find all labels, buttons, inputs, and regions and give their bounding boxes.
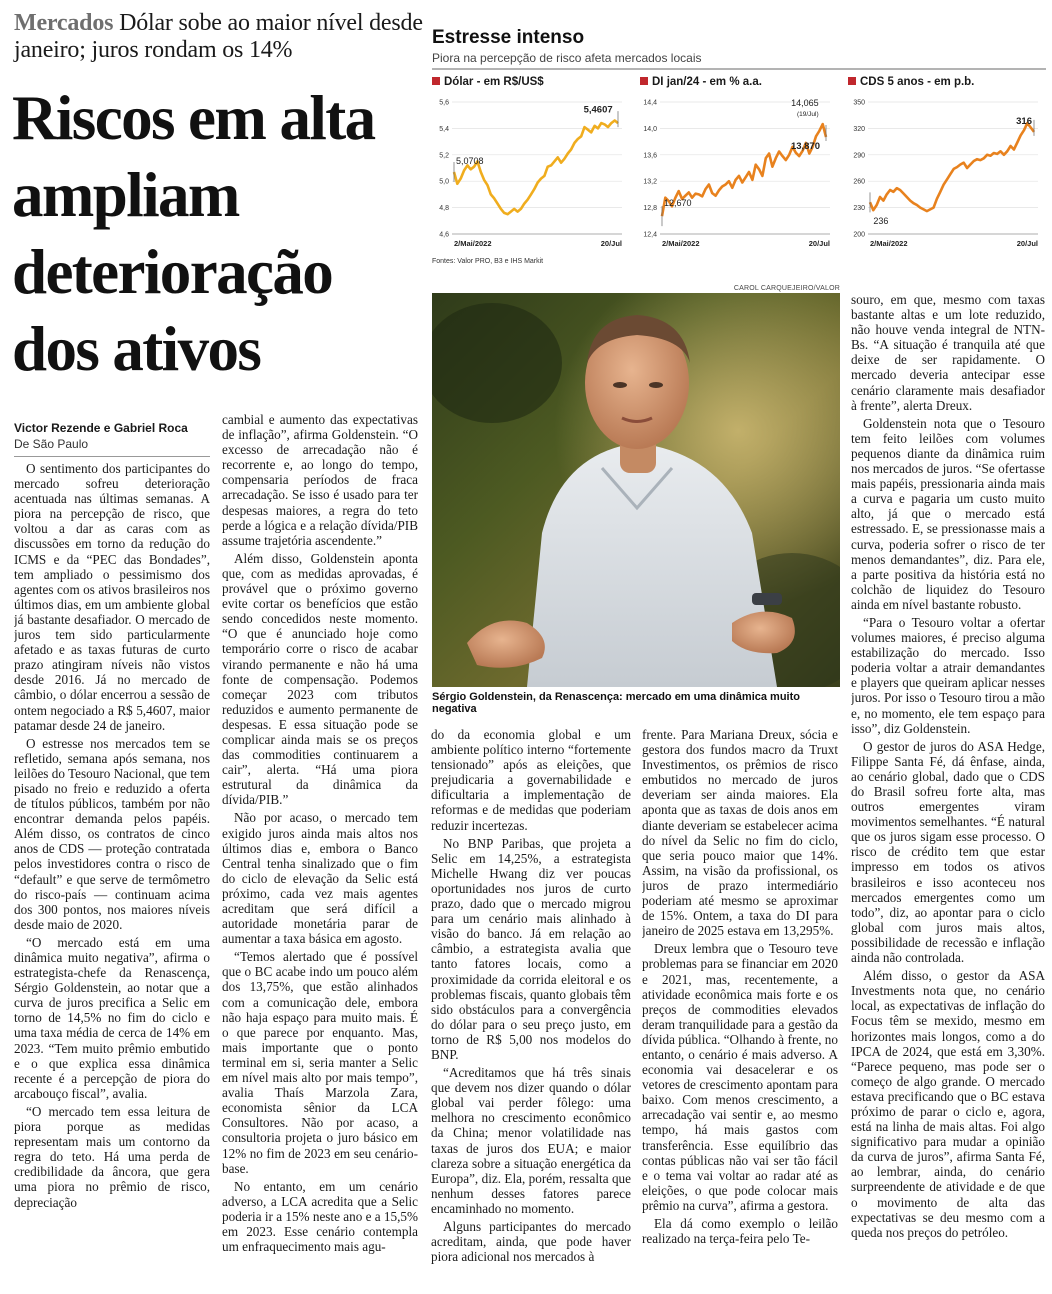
paragraph: “Acreditamos que há três sinais que devem nos dizer quando o dólar global vai perder fôlego: uma melhora no crescimento econômico da China; menor volatilidade nas taxas de juros dos EUA; e maior clareza sobre a situação energética da Europa”, diz. Ela, porém, ressalta que nenhum desses fatores parece encaminhado no momento. [431, 1065, 631, 1216]
byline: Victor Rezende e Gabriel Roca [14, 421, 188, 435]
data-label: 236 [873, 216, 889, 227]
article-column-2 [222, 412, 418, 1283]
kicker-line [14, 10, 426, 64]
infographic-title: Estresse intenso [432, 27, 585, 48]
chart-dolar-plot [432, 94, 628, 254]
article-column-1 [14, 461, 210, 1283]
data-label: (19/Jul) [796, 111, 819, 119]
data-label: 316 [1016, 115, 1032, 127]
y-tick-label: 5,6 [439, 99, 449, 107]
paragraph: cambial e aumento das expectativas de inflação”, afirma Goldenstein. “O excesso de arrecadação não é recorrente e, ao longo do tempo, compensaria períodos de fraca arrecadação. Se isso é usado para ter despesas maiores, a regra do teto perde a lógica e a relação dívida/PIB assume trajetória ascendente.” [222, 412, 418, 548]
chart-marker-icon [640, 77, 648, 85]
paragraph: Ela dá como exemplo o leilão realizado na terça-feira pelo Te- [642, 1216, 838, 1247]
x-tick-label: 2/Mai/2022 [454, 239, 492, 248]
y-tick-label: 290 [853, 152, 865, 160]
paragraph: O estresse nos mercados tem se refletido, semana após semana, nos leilões do Tesouro Nacional, que tem pisado no freio e reduzido a oferta de títulos públicos, também por não encontrar demanda pelos papéis. Além disso, os contratos de cinco anos de CDS — proteção contratada pelos investidores contra o risco de “default” e que serve de termômetro do risco-país — continuam acima dos 300 pontos, nos maiores níveis desde maio de 2020. [14, 735, 210, 932]
headline: Riscos em alta ampliam deterioração dos ativos [12, 83, 375, 384]
chart-di [640, 74, 840, 256]
paragraph: Alguns participantes do mercado acreditam, ainda, que pode haver piora adicional nos mercados à [431, 1219, 631, 1265]
y-tick-label: 13,6 [643, 152, 657, 160]
y-tick-label: 5,0 [439, 178, 449, 186]
paragraph: O gestor de juros do ASA Hedge, Filippe Santa Fé, dá ênfase, ainda, ao cenário global, dado que o CDS do Brasil sofreu forte alta, mas outros emergentes viram movimentos semelhantes. “É natural que os juros sigam esse processo. O risco de crédito tem que estar impresso em todos os ativos brasileiros e isso aconteceu nos mercados emergentes como um todo”, diz, ao apontar para o ciclo global com juros mais altos, possibilidade de recessão e inflação ainda não controlada. [851, 738, 1045, 966]
photo [432, 293, 840, 687]
infographic-subtitle: Piora na percepção de risco afeta mercados locais [432, 51, 702, 65]
paragraph: Além disso, o gestor da ASA Investments nota que, no cenário local, as expectativas de inflação do Focus têm se mexido, mesmo em horizontes mais longos, como a do IPCA de 2024, que está em 3,30%. “Parece pequeno, mas pode ser o começo de algo grande. O mercado estava precificando que o BC estava próximo de parar o ciclo e, agora, está na linha de mais altas. Foi algo significativo para mudar a opinião da curva de juros”, afirma Santa Fé, ao lembrar, ainda, do cenário surpreendente de atividade e de que o movimento de alta das expectativas se deu mesmo com a queda nos preços do petróleo. [851, 968, 1045, 1240]
data-label: 5,0708 [456, 155, 484, 166]
paragraph: Não por acaso, o mercado tem exigido juros ainda mais altos nos últimos dias e, embora o Banco Central tenha sinalizado que o fim do ciclo de elevação da Selic está próximo, cada vez mais agentes acreditam que será difícil a autoridade monetária parar de aumentar a taxa básica em agosto. [222, 810, 418, 947]
paragraph: “Temos alertado que é possível que o BC acabe indo um pouco além dos 13,75%, que estão alinhados com a comunicação dele, embora não haja espaço para muito mais. É o que parece por enquanto. Mas, mais importante que o ponto terminal em si, seria manter a Selic em nível mais alto por mais tempo”, avalia Thaís Marzola Zara, economista sênior da LCA Consultores. Não por acaso, a consultoria projeta o juro básico em 12% no fim de 2023 em seu cenário-base. [222, 949, 418, 1176]
chart-title: DI jan/24 - em % a.a. [640, 76, 762, 88]
chart-cds [848, 74, 1048, 256]
kicker-text: Dólar sobe ao maior nível desde janeiro; juros rondam os 14% [14, 10, 423, 63]
y-tick-label: 12,8 [643, 205, 657, 213]
byline-divider [14, 456, 210, 457]
x-tick-label: 20/Jul [808, 239, 830, 248]
y-tick-label: 4,6 [439, 231, 449, 239]
section-name: Mercados [14, 10, 114, 36]
chart-title: Dólar - em R$/US$ [432, 76, 544, 88]
series-line [870, 123, 1034, 211]
portrait-image [432, 293, 840, 687]
chart-cds-plot [848, 94, 1044, 254]
y-tick-label: 4,8 [439, 205, 449, 213]
paragraph: souro, em que, mesmo com taxas bastante altas e um lote reduzido, não houve venda integral de NTN-Bs. “A situação é tranquila até que deixe de ser rapidamente. O mercado deveria antecipar esse cenário claramente mais desafiador à frente”, alerta Dreux. [851, 292, 1045, 413]
x-tick-label: 20/Jul [600, 239, 622, 248]
chart-di-plot [640, 94, 836, 254]
x-tick-label: 20/Jul [1016, 239, 1038, 248]
y-tick-label: 12,4 [643, 231, 657, 239]
paragraph: “O mercado está em uma dinâmica muito negativa”, afirma o estrategista-chefe da Renascença, Sérgio Goldenstein, ao notar que a curva de juros precifica a Selic em torno de 14,5% no fim do ciclo e uma taxa média de cerca de 14% em 2023. “Tem muito prêmio embutido e o que explica essa dinâmica recente é a percepção de piora do arcabouço fiscal”, avalia. [14, 934, 210, 1101]
data-label: 5,4607 [583, 104, 613, 116]
paragraph: Dreux lembra que o Tesouro teve problemas para se financiar em 2020 e 2021, mas, recentemente, a atividade econômica mais forte e os preços de commodities elevados deram tranquilidade para a gestão da dívida pública. “Olhando à frente, no entanto, o cenário é mais adverso. A economia vai desacelerar e os vetores de crescimento apontam para baixo. Com menos crescimento, a arrecadação vai sentir e, ao mesmo tempo, há mais gastos com transferência. Esse equilíbrio das contas públicas não vai ser tão fácil e o tema vai voltar ao radar até as eleições, o que pode colocar mais prêmio na curva”, afirma a gestora. [642, 941, 838, 1213]
y-tick-label: 13,2 [643, 178, 657, 186]
chart-marker-icon [432, 77, 440, 85]
y-tick-label: 5,2 [439, 152, 449, 160]
chart-sources: Fontes: Valor PRO, B3 e IHS Markit [432, 258, 544, 265]
chart-dolar [432, 74, 632, 256]
photo-credit: CAROL CARQUEJEIRO/VALOR [733, 285, 840, 292]
dateline: De São Paulo [14, 437, 89, 451]
x-tick-label: 2/Mai/2022 [870, 239, 908, 248]
paragraph: “O mercado tem essa leitura de piora porque as medidas representam mais um contorno da regra do teto. Há uma perda de credibilidade da âncora, que gera uma piora no prêmio de risco, depreciação [14, 1103, 210, 1210]
y-tick-label: 260 [853, 178, 865, 186]
chart-title: CDS 5 anos - em p.b. [848, 76, 974, 88]
data-label: 14,065 [791, 98, 819, 109]
y-tick-label: 5,4 [439, 125, 449, 133]
paragraph: “Para o Tesouro voltar a ofertar volumes maiores, é preciso alguma estabilização do mercado. Isso poderia voltar a atrair demandantes e players que queiram aplicar nesses juros. Por isso o Tesouro tirou a mão e, no momento, ele tem espaço para isso”, diz Goldenstein. [851, 614, 1045, 736]
series-line [454, 121, 618, 215]
infographic-divider [432, 68, 1046, 70]
y-tick-label: 320 [853, 125, 865, 133]
data-label: 12,670 [664, 198, 692, 209]
y-tick-label: 200 [853, 231, 865, 239]
data-label: 13,870 [790, 140, 820, 152]
y-tick-label: 14,4 [643, 99, 657, 107]
article-column-4 [642, 727, 838, 1283]
y-tick-label: 230 [853, 205, 865, 213]
paragraph: O sentimento dos participantes do mercado sofreu deterioração acentuada nas últimas semanas. A piora na percepção de risco, que voltou a dar as caras com as discussões em torno da redução do ICMS e da “PEC das Bondades”, tem ampliado o pessimismo dos agentes com os ativos brasileiros nos últimos dias, em um ambiente global já bastante desafiador. O mercado de juros tem sido particularmente afetado e as taxas futuras de curto prazo atingiram níveis não vistos desde 2016. Já no mercado de câmbio, o dólar encerrou a sessão de ontem negociado a R$ 5,4607, maior patamar desde 24 de janeiro. [14, 461, 210, 733]
photo-caption: Sérgio Goldenstein, da Renascença: mercado em uma dinâmica muito negativa [432, 691, 800, 715]
paragraph: No entanto, em um cenário adverso, a LCA acredita que a Selic poderia ir a 15% neste ano e a 15,5% em 2023. Esse cenário contempla um enfraquecimento mais agu- [222, 1178, 418, 1255]
paragraph: Além disso, Goldenstein aponta que, com as medidas aprovadas, é provável que o próximo governo evite cortar os benefícios que estão sendo concedidos neste momento. “O que é anunciado hoje como temporário corre o risco de acabar virando permanente e não há uma fonte de compensação. Podemos começar 2023 com tributos reduzidos e aumento permanente de despesas. E essa situação pode se complicar ainda mais se os preços das commodities continuarem a cair”, alerta. “Há uma piora estrutural da dinâmica da dívida/PIB.” [222, 550, 418, 808]
paragraph: do da economia global e um ambiente político interno “fortemente tensionado” após as eleições, que prejudicaria a governabilidade e dificultaria a implementação de reformas e de medidas que poderiam reduzir incertezas. [431, 727, 631, 833]
article-column-5 [851, 292, 1045, 1283]
paragraph: Goldenstein nota que o Tesouro tem feito leilões com volumes pequenos diante da dinâmica ruim nos mercados de juros. “Se ofertasse mais papéis, pressionaria ainda mais a curva e pagaria um custo muito alto, já que o mercado está estressado. E, se pressionasse mais a curva, poderia sofrer o risco de ter menos demandantes”, diz. Para ele, a parte positiva da história está no colchão de liquidez do Tesouro ainda em nível bastante robusto. [851, 415, 1045, 612]
chart-marker-icon [848, 77, 856, 85]
y-tick-label: 14,0 [643, 125, 657, 133]
y-tick-label: 350 [853, 99, 865, 107]
paragraph: frente. Para Mariana Dreux, sócia e gestora dos fundos macro da Truxt Investimentos, os prêmios de risco embutidos no mercado de juros deveriam ser ainda maiores. Ela aponta que as taxas de dois anos em diante deveriam se estabelecer acima do nível da Selic no fim do ciclo, que seria pouco maior que 14%. Assim, na visão da profissional, os juros de prazo intermediário poderiam até mesmo se aproximar de 15%. Ontem, a taxa do DI para janeiro de 2025 estava em 13,295%. [642, 727, 838, 939]
paragraph: No BNP Paribas, que projeta a Selic em 14,25%, a estrategista Michelle Hwang diz ver poucas oportunidades nos juros de curto prazo, dado que o mercado migrou para um cenário mais alinhado à visão do banco. Já em relação ao câmbio, a estrategista avalia que tanto fatores locais, como a proximidade da corrida eleitoral e os problemas fiscais, quanto globais têm sido obstáculos para a convergência do dólar para o seu preço justo, em torno de R$ 5,00 nos modelos do BNP. [431, 835, 631, 1062]
article-column-3 [431, 727, 631, 1283]
x-tick-label: 2/Mai/2022 [662, 239, 700, 248]
